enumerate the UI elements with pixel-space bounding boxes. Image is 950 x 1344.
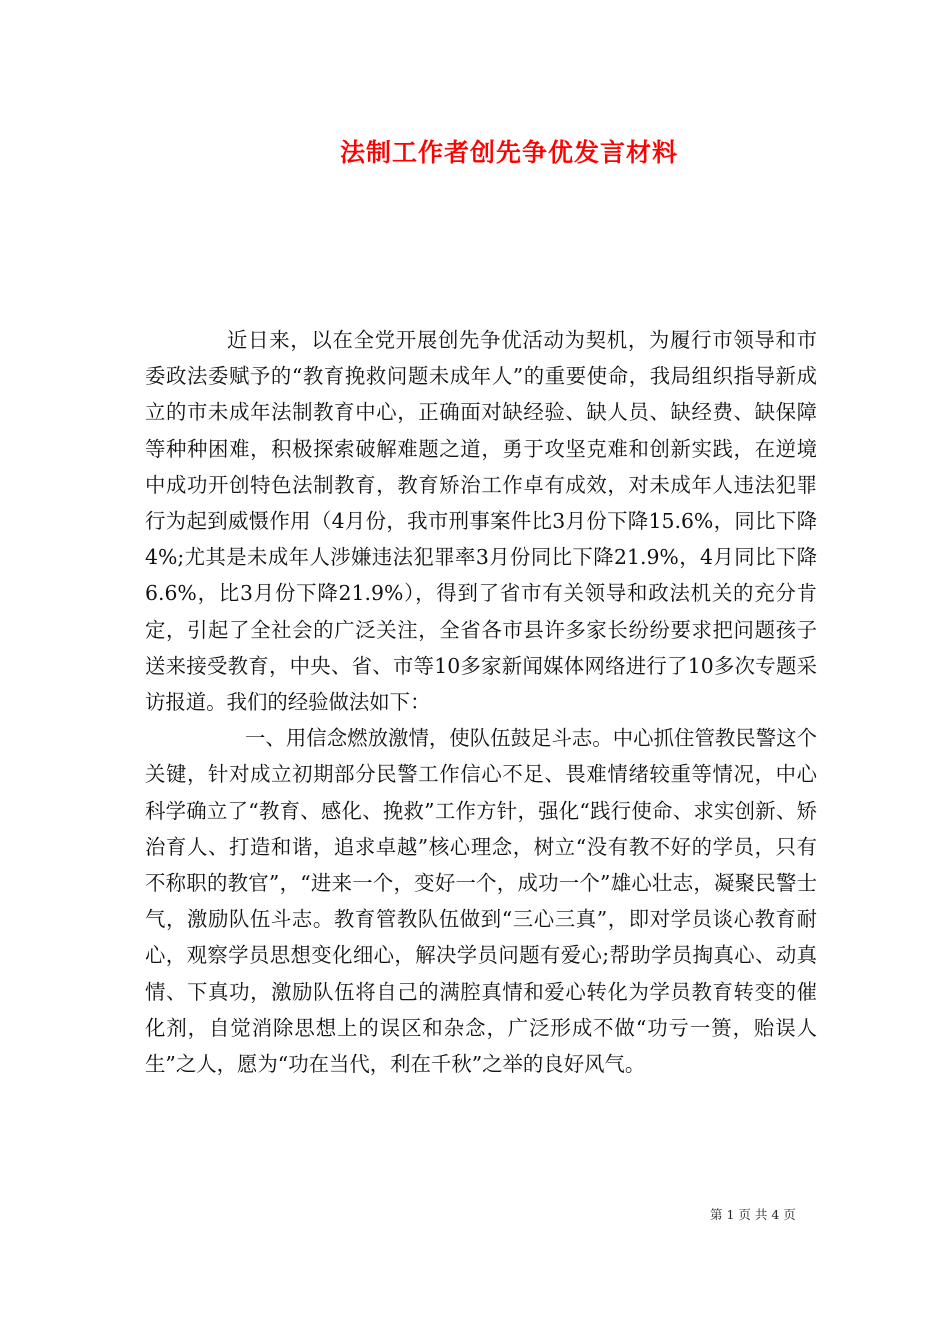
- page-number-footer: 第 1 页 共 4 页: [710, 1207, 796, 1222]
- document-body: [145, 322, 817, 1082]
- paragraph-intro: 近日来，以在全党开展创先争优活动为契机，为履行市领导和市委政法委赋予的“教育挽救问题未成年人”的重要使命，我局组织指导新成立的市未成年法制教育中心，正确面对缺经验、缺人员、缺经费、缺保障等种种困难，积极探索破解难题之道，勇于攻坚克难和创新实践，在逆境中成功开创特色法制教育，教育矫治工作卓有成效，对未成年人违法犯罪行为起到威慑作用（4月份，我市刑事案件比3月份下降15.6%，同比下降4%;尤其是未成年人涉嫌违法犯罪率3月份同比下降21.9%，4月同比下降6.6%，比3月份下降21.9%），得到了省市有关领导和政法机关的充分肯定，引起了全社会的广泛关注，全省各市县许多家长纷纷要求把问题孩子送来接受教育，中央、省、市等10多家新闻媒体网络进行了10多次专题采访报道。我们的经验做法如下：: [145, 328, 817, 715]
- document-title: 法制工作者创先争优发言材料: [339, 138, 678, 167]
- paragraph-section-one: 一、用信念燃放激情，使队伍鼓足斗志。中心抓住管教民警这个关键，针对成立初期部分民警工作信心不足、畏难情绪较重等情况，中心科学确立了“教育、感化、挽救”工作方针，强化“践行使命、求实创新、矫治育人、打造和谐，追求卓越”核心理念，树立“没有教不好的学员，只有不称职的教官”，“进来一个，变好一个，成功一个”雄心壮志，凝聚民警士气，激励队伍斗志。教育管教队伍做到“三心三真”，即对学员谈心教育耐心，观察学员思想变化细心，解决学员问题有爱心;帮助学员掏真心、动真情、下真功，激励队伍将自己的满腔真情和爱心转化为学员教育转变的催化剂，自觉消除思想上的误区和杂念，广泛形成不做“功亏一篑，贻误人生”之人，愿为“功在当代，利在千秋”之举的良好风气。: [145, 726, 817, 1077]
